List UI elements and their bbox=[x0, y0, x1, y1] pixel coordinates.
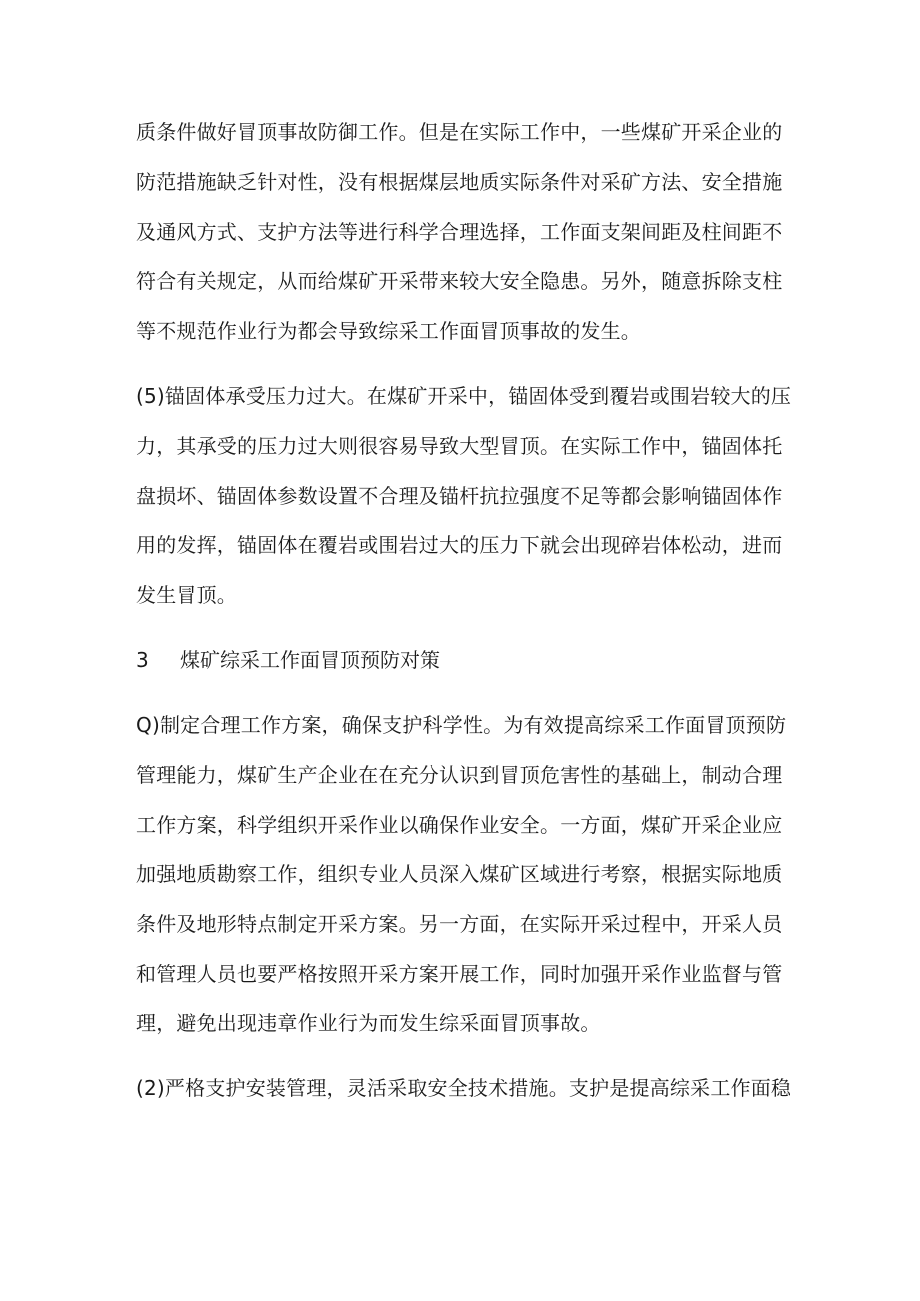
paragraph-1-line-3: 及通风方式、支护方法等进行科学合理选择，工作面支架间距及柱间距不 bbox=[136, 220, 783, 244]
paragraph-2-line-5: 发生冒顶。 bbox=[136, 583, 237, 607]
section-title: 煤矿综采工作面冒顶预防对策 bbox=[180, 648, 440, 672]
paragraph-3-line-1: Q)制定合理工作方案，确保支护科学性。为有效提高综采工作面冒顶预防 bbox=[136, 713, 787, 737]
paragraph-1-line-4: 符合有关规定，从而给煤矿开采带来较大安全隐患。另外，随意拆除支柱 bbox=[136, 269, 783, 293]
paragraph-3-line-2: 管理能力，煤矿生产企业在在充分认识到冒顶危害性的基础上，制动合理 bbox=[136, 763, 783, 787]
paragraph-1-line-1: 质条件做好冒顶事故防御工作。但是在实际工作中，一些煤矿开采企业的 bbox=[136, 120, 783, 144]
paragraph-4-line-1: (2)严格支护安装管理，灵活采取安全技术措施。支护是提高综采工作面稳 bbox=[136, 1076, 792, 1100]
paragraph-3-line-7: 理，避免出现违章作业行为而发生综采面冒顶事故。 bbox=[136, 1011, 601, 1035]
paragraph-3-line-6: 和管理人员也要严格按照开采方案开展工作，同时加强开采作业监督与管 bbox=[136, 962, 783, 986]
paragraph-3-line-4: 加强地质勘察工作，组织专业人员深入煤矿区域进行考察，根据实际地质 bbox=[136, 862, 783, 886]
paragraph-3-line-3: 工作方案，科学组织开采作业以确保作业安全。一方面，煤矿开采企业应 bbox=[136, 813, 783, 837]
section-number: 3 bbox=[136, 648, 149, 672]
paragraph-2-line-1: (5)锚固体承受压力过大。在煤矿开采中，锚固体受到覆岩或围岩较大的压 bbox=[136, 384, 792, 408]
paragraph-3-line-5: 条件及地形特点制定开采方案。另一方面，在实际开采过程中，开采人员 bbox=[136, 912, 783, 936]
section-heading bbox=[136, 645, 440, 675]
paragraph-2-line-4: 用的发挥，锚固体在覆岩或围岩过大的压力下就会出现碎岩体松动，进而 bbox=[136, 533, 783, 557]
paragraph-2-line-3: 盘损坏、锚固体参数设置不合理及锚杆抗拉强度不足等都会影响锚固体作 bbox=[136, 484, 783, 508]
paragraph-1-line-5: 等不规范作业行为都会导致综采工作面冒顶事故的发生。 bbox=[136, 319, 641, 343]
paragraph-1-line-2: 防范措施缺乏针对性，没有根据煤层地质实际条件对采矿方法、安全措施 bbox=[136, 170, 783, 194]
paragraph-2-line-2: 力，其承受的压力过大则很容易导致大型冒顶。在实际工作中，锚固体托 bbox=[136, 434, 783, 458]
